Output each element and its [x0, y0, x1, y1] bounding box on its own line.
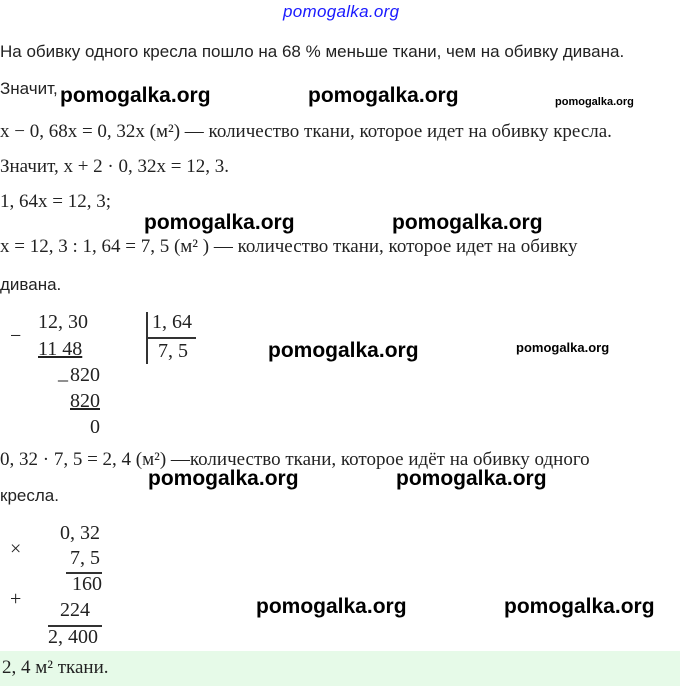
multiplication-partial-2: 224	[60, 599, 90, 621]
equation-line-6: x = 12, 3 : 1, 64 = 7, 5 (м² ) — количество ткани, которое идет на обивку	[0, 236, 578, 257]
multiplication-partial-1: 160	[72, 573, 102, 595]
division-quotient: 7, 5	[158, 340, 188, 362]
multiplication-result: 2, 400	[48, 626, 98, 648]
watermark: pomogalka.org	[144, 211, 295, 234]
division-remainder: 820	[70, 364, 100, 386]
multiplication-factor-2: 7, 5	[70, 547, 100, 569]
text-line-9: кресла.	[0, 486, 59, 505]
division-subtrahend-2: 820	[70, 390, 100, 412]
division-dividend: 12, 30	[38, 311, 88, 333]
answer-box	[0, 651, 680, 686]
multiplication-times-sign: ×	[10, 538, 22, 560]
division-final-remainder: 0	[90, 416, 100, 438]
division-minus-sign: −	[10, 325, 22, 347]
division-divisor: 1, 64	[152, 311, 192, 333]
division-subtrahend-1: 11 48	[38, 338, 83, 360]
multiplication-factor-1: 0, 32	[60, 522, 100, 544]
text-line-1: На обивку одного кресла пошло на 68 % меньше ткани, чем на обивку дивана.	[0, 42, 625, 61]
watermark: pomogalka.org	[308, 84, 459, 107]
watermark: pomogalka.org	[60, 84, 211, 107]
watermark: pomogalka.org	[268, 339, 419, 362]
division-remainder-minus: _	[58, 362, 68, 384]
site-link[interactable]: pomogalka.org	[283, 2, 400, 21]
text-line-2: Значит,	[0, 79, 58, 98]
watermark: pomogalka.org	[516, 340, 610, 355]
text-line-7: дивана.	[0, 275, 62, 294]
watermark: pomogalka.org	[148, 467, 299, 490]
equation-line-8: 0, 32 · 7, 5 = 2, 4 (м²) —количество ткани, которое идёт на обивку одного	[0, 449, 590, 470]
watermark: pomogalka.org	[392, 211, 543, 234]
watermark: pomogalka.org	[256, 595, 407, 618]
watermark: pomogalka.org	[555, 96, 634, 108]
watermark: pomogalka.org	[504, 595, 655, 618]
equation-line-4: Значит, x + 2 · 0, 32x = 12, 3.	[0, 156, 229, 177]
multiplication-plus-sign: +	[10, 588, 22, 610]
division-bracket-horizontal	[148, 337, 196, 339]
equation-line-3: x − 0, 68x = 0, 32x (м²) — количество ткани, которое идет на обивку кресла.	[0, 121, 612, 142]
equation-line-5: 1, 64x = 12, 3;	[0, 191, 111, 212]
watermark: pomogalka.org	[396, 467, 547, 490]
answer-text: 2, 4 м² ткани.	[2, 657, 109, 678]
